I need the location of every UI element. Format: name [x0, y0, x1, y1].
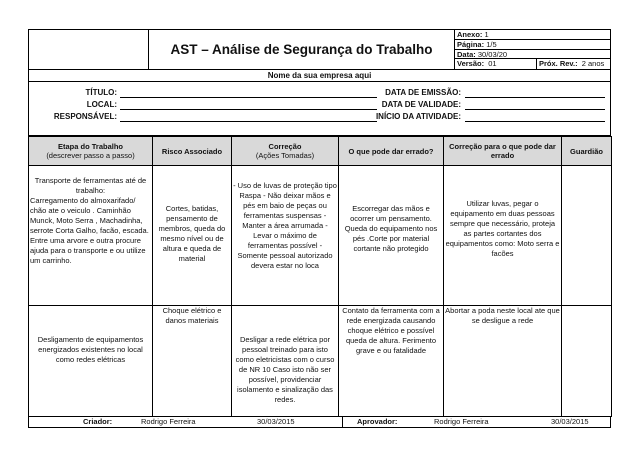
aprovador-date: 30/03/2015 [551, 417, 589, 426]
cell-correcao[interactable]: Desligar a rede elétrica por pessoal treinado para isto como eletricistas com o curso de NR 10 Caso isto não ser possível, providenciar isolamento e sinalização das redes. [232, 306, 339, 417]
cell-guardiao[interactable] [562, 166, 612, 306]
col-correcao: Correção (Ações Tomadas) [232, 137, 339, 166]
col-correcao-errado: Correção para o que pode dar errado [444, 137, 562, 166]
criador-name: Rodrigo Ferreira [141, 417, 196, 426]
col-errado: O que pode dar errado? [339, 137, 444, 166]
cell-guardiao[interactable] [562, 306, 612, 417]
titulo-field[interactable] [120, 97, 377, 98]
cell-errado[interactable]: Escorregar das mãos e ocorrer um pensamento. Queda do equipamento nos pés .Corte por material cortante não protegido [339, 166, 444, 306]
cell-etapa[interactable]: Transporte de ferramentas até de trabalho: Carregamento do almoxarifado/ chão ate o veiculo . Caminhão Munck, Moto Serra , Machadinha, serrote Corta Galho, facão, escada. Entre uma arvore e outra procure ajuda para o transporte e ou utilize um carrinho. [29, 166, 153, 306]
logo-placeholder [29, 30, 149, 69]
table-row [29, 306, 612, 417]
inicio-atividade-label: INÍCIO DA ATIVIDADE: [375, 112, 461, 121]
cell-risco[interactable]: Cortes, batidas, pensamento de membros, queda do mesmo nível ou de altura e queda de material [153, 166, 232, 306]
ast-form [28, 29, 611, 428]
criador-date: 30/03/2015 [257, 417, 295, 426]
local-field[interactable] [120, 109, 377, 110]
table-row [29, 166, 612, 306]
cell-errado[interactable]: Contato da ferramenta com a rede energizada causando choque elétrico e possível queda de altura. Ferimento grave e ou fatalidade [339, 306, 444, 417]
meta-data: Data: 30/03/20 [455, 50, 610, 60]
titulo-label: TÍTULO: [85, 88, 117, 97]
local-label: LOCAL: [86, 100, 117, 109]
cell-correcao[interactable]: - Uso de luvas de proteção tipo Raspa - Não deixar mãos e pés em baio de peças ou ferramentas suspensas -Manter a área arrumada -Levar o máximo de ferramentas possível - Somente pessoal autorizado devera estar no loca [232, 166, 339, 306]
form-header [28, 29, 611, 70]
data-validade-field[interactable] [465, 109, 605, 110]
meta-anexo: Anexo: 1 [455, 30, 610, 40]
data-validade-label: DATA DE VALIDADE: [381, 100, 461, 109]
data-emissao-field[interactable] [465, 97, 605, 98]
col-etapa: Etapa do Trabalho (descrever passo a passo) [29, 137, 153, 166]
company-name: Nome da sua empresa aqui [28, 70, 611, 82]
cell-correcao-errado[interactable]: Utilizar luvas, pegar o equipamento em duas pessoas sempre que necessário, proteja as partes cortantes dos equipamentos como: Moto serra e facões [444, 166, 562, 306]
approval-footer [28, 417, 611, 428]
cell-correcao-errado[interactable]: Abortar a poda neste local ate que se desligue a rede [444, 306, 562, 417]
aprovador-name: Rodrigo Ferreira [434, 417, 489, 426]
table-header-row [29, 137, 612, 166]
info-fields [28, 82, 611, 136]
data-emissao-label: DATA DE EMISSÃO: [385, 88, 461, 97]
col-risco: Risco Associado [153, 137, 232, 166]
footer-divider [342, 417, 343, 427]
analysis-table [28, 136, 612, 417]
col-guardiao: Guardião [562, 137, 612, 166]
cell-risco[interactable]: Choque elétrico e danos materiais [153, 306, 232, 417]
responsavel-label: RESPONSÁVEL: [53, 112, 117, 121]
form-title: AST – Análise de Segurança do Trabalho [149, 30, 455, 69]
aprovador-label: Aprovador: [357, 417, 398, 426]
meta-versao: Versão: 01 Próx. Rev.: 2 anos [457, 59, 605, 69]
criador-label: Criador: [83, 417, 113, 426]
form-meta [455, 30, 610, 69]
inicio-atividade-field[interactable] [465, 121, 605, 122]
meta-pagina: Página: 1/5 [455, 40, 610, 50]
cell-etapa[interactable]: Desligamento de equipamentos energizados existentes no local como redes elétricas [29, 306, 153, 417]
responsavel-field[interactable] [120, 121, 377, 122]
